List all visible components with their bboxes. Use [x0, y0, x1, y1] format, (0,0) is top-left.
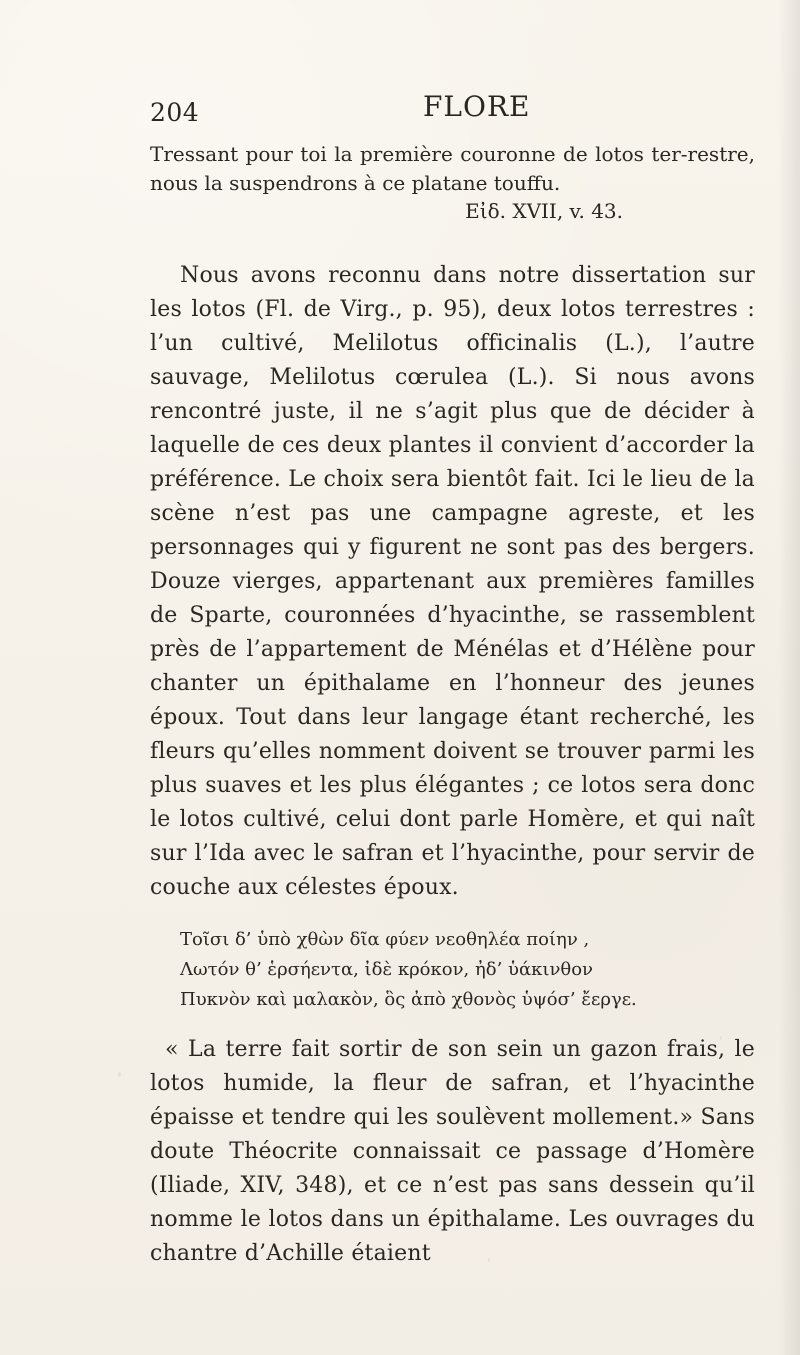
- page-edge-shadow: [778, 0, 800, 1355]
- greek-line-1: Τοῖσι δ’ ὑπὸ χθὼν δῖα φύεν νεοθηλέα ποίην ,: [180, 929, 590, 950]
- page-content: [150, 90, 755, 1271]
- page-number: 204: [150, 98, 200, 127]
- page-header: [150, 90, 755, 128]
- greek-line-2: Λωτόν θ’ ἑρσήεντα, ἰδὲ κρόκον, ἠδ’ ὑάκινθον: [180, 959, 593, 980]
- greek-quote: [180, 925, 755, 1015]
- translation-paragraph: « La terre fait sortir de son sein un gazon frais, le lotos humide, la fleur de safran, et l’hyacinthe épaisse et tendre qui les soulèvent mollement.» Sans doute Théocrite connaissait ce passage d’Homère (Iliade, XIV, 348), et ce n’est pas sans dessein qu’il nomme le lotos dans un épithalame. Les ouvrages du chantre d’Achille étaient: [150, 1037, 755, 1266]
- epigraph-text: Tressant pour toi la première couronne de lotos ter-restre, nous la suspendrons à ce platane touffu.: [150, 142, 755, 195]
- greek-line-3: Πυκνὸν καὶ μαλακὸν, ὃς ἀπὸ χθονὸς ὑψόσ’ ἔεργε.: [180, 989, 637, 1010]
- main-paragraph: Nous avons reconnu dans notre dissertation sur les lotos (Fl. de Virg., p. 95), deux lotos terrestres : l’un cultivé, Melilotus officinalis (L.), l’autre sauvage, Melilotus cœrulea (L.). Si nous avons rencontré juste, il ne s’agit plus que de décider à laquelle de ces deux plantes il convient d’accorder la préférence. Le choix sera bientôt fait. Ici le lieu de la scène n’est pas une campagne agreste, et les personnages qui y figurent ne sont pas des bergers. Douze vierges, appartenant aux premières familles de Sparte, couronnées d’hyacinthe, se rassemblent près de l’appartement de Ménélas et d’Hélène pour chanter un épithalame en l’honneur des jeunes époux. Tout dans leur langage étant recherché, les fleurs qu’elles nomment doivent se trouver parmi les plus suaves et les plus élégantes ; ce lotos sera donc le lotos cultivé, celui dont parle Homère, et qui naît sur l’Ida avec le safran et l’hyacinthe, pour servir de couche aux célestes époux.: [150, 263, 755, 900]
- epigraph-reference: Εἰδ. XVII, v. 43.: [465, 199, 623, 223]
- running-title: FLORE: [423, 90, 531, 123]
- paper-speck: [118, 1072, 121, 1077]
